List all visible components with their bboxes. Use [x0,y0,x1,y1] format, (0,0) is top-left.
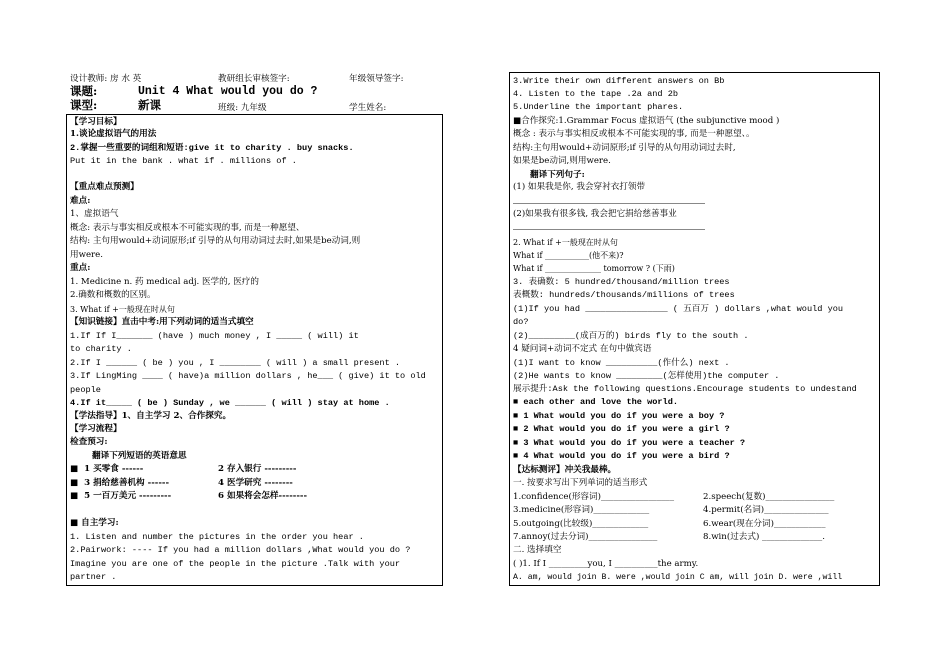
type-value: 新课 [138,98,161,112]
text-line: 3.Write their own different answers on Bb [513,76,725,86]
text-line: 表概数: hundreds/thousands/millions of trees [513,290,735,300]
text-line: 4. Listen to the tape .2a and 2b [513,89,679,99]
translate-item: (2)如果我有很多钱, 我会把它捐给慈善事业 [513,209,677,219]
topic-label: 课题: [70,84,98,98]
phrase-item: 6 如果将会怎样-------- [218,491,308,501]
exercise-line: 4.If it_____ ( be ) Sunday , we ______ ( will ) stay at home . [70,398,390,408]
question-line: ■ 4 What would you do if you were a bird ? [513,451,730,461]
question-line: ■ 3 What would you do if you were a teacher ? [513,438,746,448]
section-heading: 【学习流程】 [70,424,122,434]
text-line: 2.确数和概数的区别。 [70,290,156,300]
exercise-line: 2.If I ______ ( be ) you , I ________ ( will ) a small present . [70,358,401,368]
question-line: ■ 1 What would you do if you were a boy ? [513,411,725,421]
section-heading: 【学习目标】 [70,117,122,127]
phrase-text: 1 买零食 ------ [84,464,144,474]
phrase-item: ■ 1 买零食 ------ [70,464,144,474]
word-form-item: 5.outgoing(比较级)_____________ [513,519,649,529]
exercise-line: to charity . [70,344,132,354]
text-line: 5.Underline the important phares. [513,102,684,112]
text-line: Imagine you are one of the people in the picture .Talk with your [70,559,401,569]
exercise-line: people [70,385,101,395]
text-line: do? [513,317,529,327]
text-line: (1)I want to know __________(作什么) next . [513,358,730,368]
subheading: 翻译下列短语的英语意思 [92,451,187,461]
word-form-item: 1.confidence(形容词)_________________ [513,492,675,502]
objective-line: Put it in the bank . what if . millions of . [70,156,297,166]
text-line: 3. What if +一般现在时从句 [70,305,175,314]
word-form-item: 6.wear(现在分词)____________ [703,519,826,529]
text-line: 2.Pairwork: ---- If you had a million dollars ,What would you do ? [70,545,411,555]
text-line: What if ______________ tomorrow ? (下雨) [513,264,675,273]
question-line: ■ each other and love the world. [513,397,679,407]
word-form-item: 8.win(过去式) ______________. [703,532,825,542]
type-label: 课型: [70,98,98,112]
topic-value: Unit 4 What would you do ? [138,85,318,98]
text-line: 概念 : 表示与事实相反或根本不可能实现的事, 而是一种愿望、。 [513,129,755,139]
objective-line: 2.掌握一些重要的词组和短语:give it to charity . buy snacks. [70,143,354,153]
word-form-item: 7.annoy(过去分词)________________ [513,532,658,542]
text-line: What if ___________(他不来)? [513,251,624,260]
subheading: 检查预习: [70,437,108,447]
exercise-line: 1.If If I_______ (have ) much money , I _____ ( will) it [70,331,359,341]
translate-item: (1) 如果我是你, 我会穿衬衣打领带 [513,182,646,192]
student-name-label: 学生姓名: [349,103,387,113]
phrase-item: 4 医学研究 -------- [218,478,293,488]
subheading: 重点: [70,263,91,273]
text-line: 1. Listen and number the pictures in the order you hear . [70,532,364,542]
subheading: 翻译下列句子: [530,170,585,180]
word-form-item: 4.permit(名词)_______________ [703,505,829,515]
text-line: (1)If you had ________________ ( 五百万 ) dollars ,what would you [513,304,844,314]
reviewer-label: 教研组长审核签字: [218,74,290,84]
question-line: ■ 2 What would you do if you were a girl ? [513,424,730,434]
section-heading: 【知识链接】直击中考:用下列动词的适当式填空 [70,317,254,327]
section-heading: 【达标测评】冲关我最棒。 [513,465,617,475]
section-heading: ■合作探究:1.Grammar Focus 虚拟语气 (the subjunctive mood ) [513,116,780,126]
text-line: 一. 按要求写出下列单词的适当形式 [513,478,648,488]
choice-question: ( )1. If I _________you, I __________the army. [513,559,699,569]
designer-label: 设计教师: 房 水 英 [70,74,142,84]
text-line: (2)_________(成百万的) birds fly to the south . [513,331,749,341]
text-line: 4 疑问词+动词不定式 在句中做宾语 [513,344,652,354]
phrase-item: 2 存入银行 --------- [218,464,297,474]
text-line: 结构:主句用would+动词原形;if 引导的从句用动词过去时, [513,143,736,153]
answer-line [513,229,705,230]
text-line: partner . [70,572,117,582]
text-line: 结构: 主句用would+动词原形;if 引导的从句用动词过去时,如果是be动词,则 [70,236,361,246]
text-line: 1. Medicine n. 药 medical adj. 医学的, 医疗的 [70,277,259,287]
phrase-item: ■ 5 一百万美元 --------- [70,491,172,501]
grade-leader-label: 年级领导签字: [349,74,404,84]
word-form-item: 2.speech(复数)________________ [703,492,835,502]
choice-options: A. am, would join B. were ,would join C am, will join D. were ,will [513,573,843,582]
subheading: ■ 自主学习: [70,518,119,528]
class-label: 班级: 九年级 [218,103,267,113]
text-line: 2. What if +一般现在时从句 [513,238,618,247]
text-line: 二. 选择填空 [513,545,562,555]
section-heading: 【重点难点预测】 [70,182,139,192]
text-line: 用were. [70,250,103,260]
subheading: 难点: [70,196,91,206]
section-heading: 【学法指导】1、自主学习 2、合作探究。 [70,411,232,421]
text-line: 1、虚拟语气 [70,209,119,219]
text-line: 3. 表确数: 5 hundred/thousand/million trees [513,277,730,287]
phrase-text: 5 一百万美元 --------- [84,491,172,501]
text-line: (2)He wants to know _________(怎样使用)the computer . [513,371,780,381]
text-line: 展示提升:Ask the following questions.Encourage students to undestand [513,384,857,394]
word-form-item: 3.medicine(形容词)_____________ [513,505,650,515]
text-line: 概念: 表示与事实相反或根本不可能实现的事, 而是一种愿望、 [70,223,305,233]
objective-line: 1.谈论虚拟语气的用法 [70,129,157,139]
text-line: 如果是be动词,则用were. [513,156,611,166]
answer-line [513,203,705,204]
exercise-line: 3.If LingMing ____ ( have)a million dollars , he___ ( give) it to old [70,371,426,381]
phrase-text: 3 捐给慈善机构 ------ [84,478,170,488]
phrase-item: ■ 3 捐给慈善机构 ------ [70,478,170,488]
